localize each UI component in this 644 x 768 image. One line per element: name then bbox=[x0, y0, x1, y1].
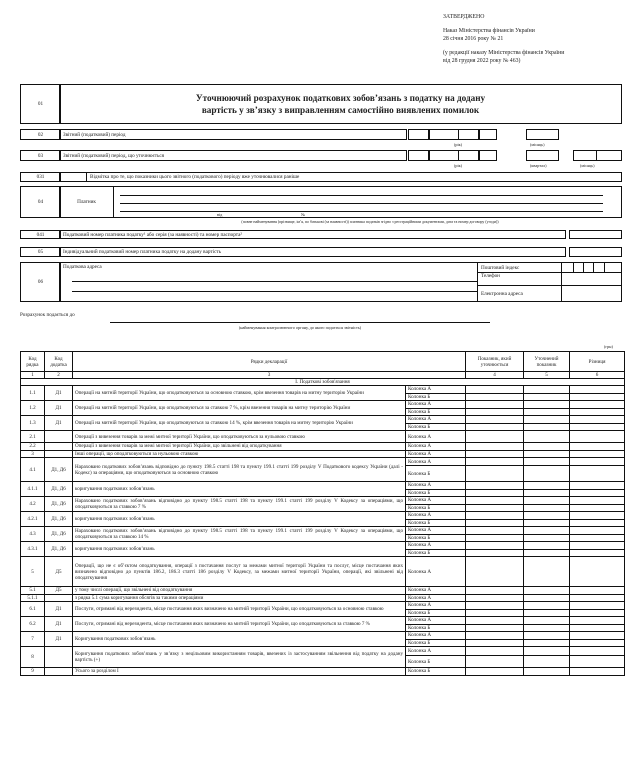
column-label: Колонка Б bbox=[406, 534, 466, 542]
corrected-value-cell[interactable] bbox=[466, 639, 524, 647]
header-appendix-code: Код додатка bbox=[45, 352, 73, 372]
row-description: Нараховано податкових зобов’язань відповідно до пункту 198.5 статті 198 та пункту 199.1 статті 199 розділу V Кодексу за операціями, що оподатковуються за ставкою 14 % bbox=[73, 527, 406, 542]
difference-cell[interactable] bbox=[570, 632, 625, 640]
corrected-value-cell[interactable] bbox=[466, 450, 524, 458]
corrected-value-cell[interactable] bbox=[466, 624, 524, 632]
refined-value-cell[interactable] bbox=[524, 466, 570, 482]
column-label: Колонка Б bbox=[406, 393, 466, 401]
row-code: 6.2 bbox=[21, 617, 45, 632]
month-digit-box[interactable] bbox=[573, 150, 597, 161]
row-041-code: 041 bbox=[20, 230, 61, 239]
row-code: 1.3 bbox=[21, 416, 45, 431]
column-label: Колонка А bbox=[406, 450, 466, 458]
column-label: Колонка Б bbox=[406, 624, 466, 632]
corrected-value-cell[interactable] bbox=[466, 393, 524, 401]
column-label: Колонка Б bbox=[406, 423, 466, 431]
column-label: Колонка А bbox=[406, 527, 466, 535]
refined-value-cell[interactable] bbox=[524, 443, 570, 451]
appendix-code: Д1 bbox=[45, 386, 73, 401]
row-code: 5.1.1 bbox=[21, 594, 45, 602]
refined-value-cell[interactable] bbox=[524, 587, 570, 595]
appendix-code: Д5 bbox=[45, 587, 73, 595]
row-code: 5.1 bbox=[21, 587, 45, 595]
row-description: Операції на митній території України, що оподатковуються за ставкою 14 %, крім ввезення товарів на митну територію України bbox=[73, 416, 406, 431]
column-label: Колонка Б bbox=[406, 668, 466, 676]
row-041-label: Податковий номер платника податку¹ або серія (за наявності) та номер паспорта² bbox=[59, 230, 566, 239]
corrected-value-cell[interactable] bbox=[466, 549, 524, 557]
table-row bbox=[21, 386, 625, 394]
difference-cell[interactable] bbox=[570, 458, 625, 466]
corrected-value-cell[interactable] bbox=[466, 647, 524, 656]
row-code: 6.1 bbox=[21, 602, 45, 617]
corrected-value-cell[interactable] bbox=[466, 408, 524, 416]
difference-cell[interactable] bbox=[570, 393, 625, 401]
currency-label: (грн) bbox=[604, 344, 613, 349]
row-02-label: Звітний (податковий) період bbox=[59, 129, 407, 140]
column-label: Колонка Б bbox=[406, 466, 466, 482]
difference-cell[interactable] bbox=[570, 431, 625, 443]
corrected-value-cell[interactable] bbox=[466, 512, 524, 520]
row-03-code: 03 bbox=[20, 150, 61, 161]
column-label: Колонка А bbox=[406, 542, 466, 550]
column-label: Колонка А bbox=[406, 401, 466, 409]
difference-cell[interactable] bbox=[570, 587, 625, 595]
column-number: 5 bbox=[524, 372, 570, 379]
vat-number-field[interactable] bbox=[569, 247, 622, 257]
row-code: 2.1 bbox=[21, 431, 45, 443]
table-header-row bbox=[21, 352, 625, 372]
corrected-value-cell[interactable] bbox=[466, 557, 524, 587]
appendix-code: Д1, Д6 bbox=[45, 512, 73, 527]
row-04-from-label: від bbox=[217, 212, 223, 217]
appendix-code bbox=[45, 450, 73, 458]
submitted-to-line[interactable] bbox=[110, 322, 490, 323]
column-label: Колонка А bbox=[406, 431, 466, 443]
row-code: 4.1 bbox=[21, 458, 45, 482]
refined-value-cell[interactable] bbox=[524, 617, 570, 625]
appendix-code bbox=[45, 443, 73, 451]
refined-value-cell[interactable] bbox=[524, 482, 570, 490]
table-row bbox=[21, 401, 625, 409]
table-row bbox=[21, 497, 625, 505]
table-row bbox=[21, 512, 625, 520]
appendix-code: Д1 bbox=[45, 602, 73, 617]
table-row bbox=[21, 617, 625, 625]
row-05-label: Індивідуальний податковий номер платника податку на додану вартість bbox=[59, 247, 566, 257]
table-row bbox=[21, 416, 625, 424]
corrected-value-cell[interactable] bbox=[466, 668, 524, 676]
year-digit-box[interactable] bbox=[408, 150, 430, 161]
row-04-caption: (повне найменування (прізвище, ім’я, по батькові (за наявності)) платника податків згідно з реєстраційними документами, дата та номер договору (угоди)) bbox=[241, 220, 499, 224]
table-row bbox=[21, 594, 625, 602]
table-row bbox=[21, 527, 625, 535]
corrected-value-cell[interactable] bbox=[466, 504, 524, 512]
email-label: Електронна адреса bbox=[477, 285, 562, 302]
column-label: Колонка А bbox=[406, 458, 466, 466]
corrected-value-cell[interactable] bbox=[466, 482, 524, 490]
row-description: коригування податкових зобов’язань bbox=[73, 512, 406, 527]
difference-cell[interactable] bbox=[570, 512, 625, 520]
refined-value-cell[interactable] bbox=[524, 632, 570, 640]
difference-cell[interactable] bbox=[570, 668, 625, 676]
appendix-code: Д1, Д6 bbox=[45, 527, 73, 542]
column-label: Колонка Б bbox=[406, 656, 466, 668]
approval-stamp: ЗАТВЕРДЖЕНО bbox=[443, 14, 485, 20]
column-number: 3 bbox=[73, 372, 466, 379]
row-code: 4.3 bbox=[21, 527, 45, 542]
refined-value-cell[interactable] bbox=[524, 557, 570, 587]
refined-value-cell[interactable] bbox=[524, 416, 570, 424]
row-description: Коригування податкових зобов’язань bbox=[73, 632, 406, 647]
row-03-year-caption: (рік) bbox=[454, 163, 463, 168]
row-code: 5 bbox=[21, 557, 45, 587]
row-03-label: Звітний (податковий) період, що уточнюється bbox=[59, 150, 407, 161]
column-label: Колонка А bbox=[406, 443, 466, 451]
refined-value-cell[interactable] bbox=[524, 534, 570, 542]
refined-value-cell[interactable] bbox=[524, 639, 570, 647]
appendix-code: Д1 bbox=[45, 401, 73, 416]
column-label: Колонка А bbox=[406, 594, 466, 602]
column-label: Колонка А bbox=[406, 386, 466, 394]
email-field[interactable] bbox=[561, 285, 622, 302]
appendix-code bbox=[45, 594, 73, 602]
appendix-code: Д1 bbox=[45, 617, 73, 632]
row-03-month-caption: (місяць) bbox=[580, 163, 595, 168]
corrected-value-cell[interactable] bbox=[466, 386, 524, 394]
row-06-code: 06 bbox=[20, 262, 61, 302]
corrected-value-cell[interactable] bbox=[466, 534, 524, 542]
refined-value-cell[interactable] bbox=[524, 527, 570, 535]
table-row bbox=[21, 458, 625, 466]
appendix-code: Д1, Д6 bbox=[45, 482, 73, 497]
table-row bbox=[21, 602, 625, 610]
difference-cell[interactable] bbox=[570, 549, 625, 557]
difference-cell[interactable] bbox=[570, 466, 625, 482]
corrected-value-cell[interactable] bbox=[466, 443, 524, 451]
table-row bbox=[21, 647, 625, 656]
row-description: з рядка 5.1 сума коригування обсягів за такими операціями bbox=[73, 594, 406, 602]
row-description: у тому числі операції, що звільнені від оподаткування bbox=[73, 587, 406, 595]
column-label: Колонка Б bbox=[406, 489, 466, 497]
corrected-value-cell[interactable] bbox=[466, 416, 524, 424]
column-number: 6 bbox=[570, 372, 625, 379]
column-number: 1 bbox=[21, 372, 45, 379]
form-title bbox=[59, 84, 622, 124]
refined-value-cell[interactable] bbox=[524, 386, 570, 394]
row-code: 1.2 bbox=[21, 401, 45, 416]
refined-value-cell[interactable] bbox=[524, 512, 570, 520]
row-code: 3 bbox=[21, 450, 45, 458]
row-code: 4.2 bbox=[21, 497, 45, 512]
row-01-code: 01 bbox=[20, 84, 61, 124]
column-label: Колонка А bbox=[406, 512, 466, 520]
appendix-code: Д1, Д6 bbox=[45, 497, 73, 512]
address-line bbox=[72, 281, 477, 282]
header-declaration-rows: Рядки декларації bbox=[73, 352, 466, 372]
row-description: Інші операції, що оподатковуються за нульовою ставкою bbox=[73, 450, 406, 458]
difference-cell[interactable] bbox=[570, 423, 625, 431]
difference-cell[interactable] bbox=[570, 504, 625, 512]
header-difference: Різниця bbox=[570, 352, 625, 372]
refined-value-cell[interactable] bbox=[524, 602, 570, 610]
row-code: 4.2.1 bbox=[21, 512, 45, 527]
refined-value-cell[interactable] bbox=[524, 668, 570, 676]
row-03-quarter-caption: (квартал) bbox=[530, 163, 547, 168]
refined-value-cell[interactable] bbox=[524, 594, 570, 602]
corrected-value-cell[interactable] bbox=[466, 401, 524, 409]
corrected-value-cell[interactable] bbox=[466, 423, 524, 431]
row-description: Коригування податкових зобов’язань у зв’язку з нецільовим використанням товарів, ввезених із застосуванням звільнення від податку на додану вартість (+) bbox=[73, 647, 406, 668]
refined-value-cell[interactable] bbox=[524, 458, 570, 466]
corrected-value-cell[interactable] bbox=[466, 542, 524, 550]
quarter-box[interactable] bbox=[526, 150, 559, 161]
row-code: 8 bbox=[21, 647, 45, 668]
row-description: Послуги, отримані від нерезидента, місце постачання яких визначено на митній території України, що оподатковуються за основною ставкою bbox=[73, 602, 406, 617]
row-code: 4.3.1 bbox=[21, 542, 45, 557]
difference-cell[interactable] bbox=[570, 617, 625, 625]
refined-value-cell[interactable] bbox=[524, 624, 570, 632]
refined-value-cell[interactable] bbox=[524, 408, 570, 416]
difference-cell[interactable] bbox=[570, 534, 625, 542]
payer-name-line bbox=[120, 203, 603, 204]
payer-name-line bbox=[120, 211, 603, 212]
refined-value-cell[interactable] bbox=[524, 401, 570, 409]
refined-value-cell[interactable] bbox=[524, 504, 570, 512]
row-code: 4.1.1 bbox=[21, 482, 45, 497]
column-label: Колонка Б bbox=[406, 408, 466, 416]
column-number: 4 bbox=[466, 372, 524, 379]
appendix-code bbox=[45, 668, 73, 676]
difference-cell[interactable] bbox=[570, 647, 625, 656]
refined-value-cell[interactable] bbox=[524, 609, 570, 617]
difference-cell[interactable] bbox=[570, 450, 625, 458]
row-031-code: 031 bbox=[20, 172, 61, 182]
table-row bbox=[21, 431, 625, 443]
header-row-code: Код рядка bbox=[21, 352, 45, 372]
corrected-value-cell[interactable] bbox=[466, 466, 524, 482]
table-row bbox=[21, 557, 625, 587]
row-04-number-label: № bbox=[301, 212, 305, 217]
month-box[interactable] bbox=[526, 129, 559, 140]
year-digit-box[interactable] bbox=[478, 150, 497, 161]
column-label: Колонка А bbox=[406, 647, 466, 656]
year-digit-box[interactable] bbox=[458, 150, 480, 161]
refined-value-cell[interactable] bbox=[524, 542, 570, 550]
postal-code-label: Поштовий індекс bbox=[477, 262, 562, 273]
row-description: Нараховано податкових зобов’язань відповідно до пункту 198.5 статті 198 та пункту 199.1 статті 199 розділу V Податкового кодексу України (далі - Кодекс) за операціями, що оподатковуються за основною ставкою bbox=[73, 458, 406, 482]
difference-cell[interactable] bbox=[570, 443, 625, 451]
column-number: 2 bbox=[45, 372, 73, 379]
difference-cell[interactable] bbox=[570, 542, 625, 550]
corrected-value-cell[interactable] bbox=[466, 489, 524, 497]
difference-cell[interactable] bbox=[570, 386, 625, 394]
form-title-line2: вартість у зв’язку з виправленням самостійно виявлених помилок bbox=[201, 105, 480, 115]
appendix-code: Д1 bbox=[45, 632, 73, 647]
row-description: Операції з вивезення товарів за межі митної території України, що звільнені від оподаткування bbox=[73, 443, 406, 451]
row-description: Операції на митній території України, що оподатковуються за основною ставкою, крім ввезення товарів на митну територію України bbox=[73, 386, 406, 401]
table-row bbox=[21, 668, 625, 676]
difference-cell[interactable] bbox=[570, 519, 625, 527]
refined-value-cell[interactable] bbox=[524, 647, 570, 656]
table-row bbox=[21, 482, 625, 490]
difference-cell[interactable] bbox=[570, 609, 625, 617]
corrected-value-cell[interactable] bbox=[466, 617, 524, 625]
table-row bbox=[21, 443, 625, 451]
column-label: Колонка Б bbox=[406, 504, 466, 512]
corrected-value-cell[interactable] bbox=[466, 527, 524, 535]
column-label: Колонка А bbox=[406, 416, 466, 424]
approval-order-line2: 28 січня 2016 року № 21 bbox=[443, 35, 504, 42]
payer-name-field[interactable] bbox=[113, 186, 622, 218]
difference-cell[interactable] bbox=[570, 557, 625, 587]
year-digit-box[interactable] bbox=[428, 150, 459, 161]
phone-label: Телефон bbox=[477, 272, 562, 286]
tax-address-field[interactable] bbox=[59, 262, 478, 302]
payer-name-line bbox=[120, 195, 603, 196]
column-number-row bbox=[21, 372, 625, 379]
row-code: 7 bbox=[21, 632, 45, 647]
row-description: коригування податкових зобов’язань bbox=[73, 482, 406, 497]
difference-cell[interactable] bbox=[570, 602, 625, 610]
corrected-value-cell[interactable] bbox=[466, 609, 524, 617]
appendix-code: Д5 bbox=[45, 557, 73, 587]
appendix-code: Д1 bbox=[45, 416, 73, 431]
table-row bbox=[21, 632, 625, 640]
corrected-value-cell[interactable] bbox=[466, 602, 524, 610]
row-code: 1.1 bbox=[21, 386, 45, 401]
difference-cell[interactable] bbox=[570, 639, 625, 647]
address-line bbox=[72, 291, 477, 292]
difference-cell[interactable] bbox=[570, 408, 625, 416]
row-description: Операції, що не є об’єктом оподаткування, операції з постачання послуг за межами митної території України та послуг, місце постачання яких визначено відповідно до пунктів 186.2, 186.3 статті 186 розділу V Кодексу, за межами митної території України, операції, які звільнені від оподаткування bbox=[73, 557, 406, 587]
row-code: 2.2 bbox=[21, 443, 45, 451]
submitted-to-caption: (найменування контролюючого органу, до якого подається звітність) bbox=[238, 325, 362, 330]
header-refined-value: Уточнений показник bbox=[524, 352, 570, 372]
row-description: Операції з вивезення товарів за межі митної території України, що оподатковуються за нульовою ставкою bbox=[73, 431, 406, 443]
approval-edition-line2: від 28 грудня 2022 року № 463) bbox=[443, 57, 521, 64]
refined-value-cell[interactable] bbox=[524, 549, 570, 557]
column-label: Колонка Б bbox=[406, 609, 466, 617]
refined-value-cell[interactable] bbox=[524, 497, 570, 505]
table-row bbox=[21, 587, 625, 595]
phone-field[interactable] bbox=[561, 272, 622, 286]
corrected-value-cell[interactable] bbox=[466, 497, 524, 505]
row-05-code: 05 bbox=[20, 247, 61, 257]
column-label: Колонка Б bbox=[406, 549, 466, 557]
row-02-month-caption: (місяць) bbox=[530, 142, 545, 147]
section-title-row bbox=[21, 379, 625, 386]
row-description: коригування податкових зобов’язань bbox=[73, 542, 406, 557]
header-corrected-value: Показник, який уточнюється bbox=[466, 352, 524, 372]
column-label: Колонка А bbox=[406, 557, 466, 587]
row-02-year-caption: (рік) bbox=[454, 142, 463, 147]
column-label: Колонка А bbox=[406, 632, 466, 640]
declaration-table bbox=[20, 351, 625, 676]
row-description: Нараховано податкових зобов’язань відповідно до пункту 198.5 статті 198 та пункту 199.1 статті 199 розділу V Кодексу за операціями, що оподатковуються за ставкою 7 % bbox=[73, 497, 406, 512]
taxpayer-number-field[interactable] bbox=[569, 230, 622, 239]
column-label: Колонка А bbox=[406, 602, 466, 610]
row-description: Послуги, отримані від нерезидента, місце постачання яких визначено на митній території України, що оподатковуються за ставкою 7 % bbox=[73, 617, 406, 632]
difference-cell[interactable] bbox=[570, 416, 625, 424]
corrected-value-cell[interactable] bbox=[466, 519, 524, 527]
appendix-code bbox=[45, 431, 73, 443]
approval-order-line1: Наказ Міністерства фінансів України bbox=[443, 28, 535, 35]
refined-value-cell[interactable] bbox=[524, 656, 570, 668]
column-label: Колонка А bbox=[406, 587, 466, 595]
refined-value-cell[interactable] bbox=[524, 450, 570, 458]
difference-cell[interactable] bbox=[570, 656, 625, 668]
row-06-label: Податкова адреса bbox=[63, 264, 102, 270]
column-label: Колонка А bbox=[406, 482, 466, 490]
row-04-code: 04 bbox=[20, 186, 61, 218]
difference-cell[interactable] bbox=[570, 482, 625, 490]
corrected-value-cell[interactable] bbox=[466, 632, 524, 640]
column-label: Колонка А bbox=[406, 617, 466, 625]
row-02-code: 02 bbox=[20, 129, 61, 140]
row-031-checkbox[interactable] bbox=[59, 172, 87, 182]
refined-value-cell[interactable] bbox=[524, 423, 570, 431]
year-digit-box[interactable] bbox=[458, 129, 480, 140]
corrected-value-cell[interactable] bbox=[466, 458, 524, 466]
refined-value-cell[interactable] bbox=[524, 489, 570, 497]
approval-block bbox=[443, 14, 564, 65]
appendix-code bbox=[45, 647, 73, 668]
table-row bbox=[21, 542, 625, 550]
refined-value-cell[interactable] bbox=[524, 431, 570, 443]
row-description: Усього за розділом I bbox=[73, 668, 406, 676]
section-title: I. Податкові зобов'язання bbox=[21, 379, 625, 386]
table-row bbox=[21, 450, 625, 458]
year-digit-box[interactable] bbox=[408, 129, 430, 140]
submitted-to-label: Розрахунок подається до bbox=[20, 312, 75, 318]
corrected-value-cell[interactable] bbox=[466, 656, 524, 668]
corrected-value-cell[interactable] bbox=[466, 431, 524, 443]
column-label: Колонка Б bbox=[406, 639, 466, 647]
appendix-code: Д1, Д6 bbox=[45, 542, 73, 557]
difference-cell[interactable] bbox=[570, 594, 625, 602]
appendix-code: Д1, Д6 bbox=[45, 458, 73, 482]
refined-value-cell[interactable] bbox=[524, 519, 570, 527]
difference-cell[interactable] bbox=[570, 527, 625, 535]
approval-edition-line1: (у редакції наказу Міністерства фінансів України bbox=[443, 50, 565, 57]
row-code: 9 bbox=[21, 668, 45, 676]
row-description: Операції на митній території України, що оподатковуються за ставкою 7 %, крім ввезення товарів на митну територію України bbox=[73, 401, 406, 416]
column-label: Колонка А bbox=[406, 497, 466, 505]
corrected-value-cell[interactable] bbox=[466, 594, 524, 602]
corrected-value-cell[interactable] bbox=[466, 587, 524, 595]
row-04-label: Платник bbox=[59, 186, 114, 218]
year-digit-box[interactable] bbox=[478, 129, 497, 140]
column-label: Колонка Б bbox=[406, 519, 466, 527]
difference-cell[interactable] bbox=[570, 489, 625, 497]
difference-cell[interactable] bbox=[570, 624, 625, 632]
form-title-line1: Уточнюючий розрахунок податкових зобов’язань з податку на додану bbox=[195, 93, 486, 103]
row-031-label: Відмітка про те, що показники цього звітного (податкового) періоду вже уточнювалися раніше bbox=[86, 172, 622, 182]
difference-cell[interactable] bbox=[570, 497, 625, 505]
month-digit-box[interactable] bbox=[596, 150, 622, 161]
refined-value-cell[interactable] bbox=[524, 393, 570, 401]
year-digit-box[interactable] bbox=[428, 129, 459, 140]
difference-cell[interactable] bbox=[570, 401, 625, 409]
